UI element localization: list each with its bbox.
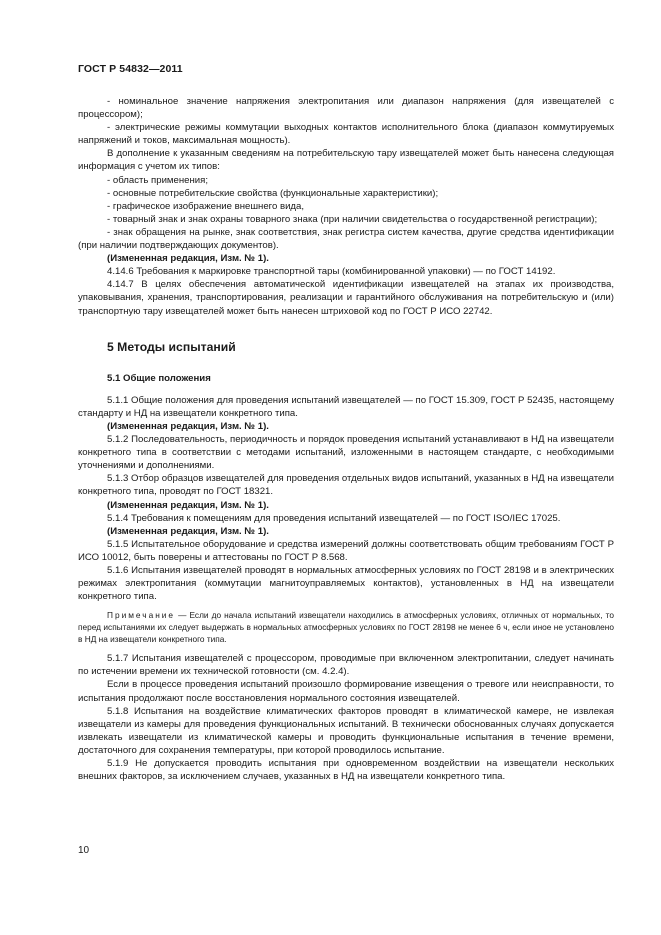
paragraph: 5.1.5 Испытательное оборудование и средства измерений должны соответствовать общим требованиям ГОСТ Р ИСО 10012, быть поверены и аттестованы по ГОСТ Р 8.568. <box>78 538 614 563</box>
paragraph: 5.1.7 Испытания извещателей с процессором, проводимые при включенном электропитании, следует начинать по истечении времени их технической готовности (см. 4.2.4). <box>78 653 614 678</box>
paragraph: 5.1.2 Последовательность, периодичность и порядок проведения испытаний устанавливают в НД на извещатели конкретного типа в соответствии с методами испытаний, изложенными в настоящем стандарте, с необходимыми уточнениями и дополнениями. <box>78 434 614 472</box>
paragraph: 4.14.7 В целях обеспечения автоматической идентификации извещателей на этапах их производства, упаковывания, хранения, транспортирования, реализации и гарантийного обслуживания на потребительскую и (или) транспортную тару извещателей может быть нанесен штриховой код по ГОСТ Р ИСО 22742. <box>78 279 614 317</box>
paragraph: 5.1.8 Испытания на воздействие климатических факторов проводят в климатической камере, не извлекая извещатели из камеры для проведения функциональных испытаний. В технически обоснованных случаях допускается извлекать извещатели из климатической камеры и проводить функциональные испытания в течение времени, достаточного для сохранения температуры, при которой проводилось испытание. <box>78 705 614 756</box>
amendment-note: (Измененная редакция, Изм. № 1). <box>107 499 269 511</box>
paragraph: 5.1.6 Испытания извещателей проводят в нормальных атмосферных условиях по ГОСТ 28198 и в электрических режимах электропитания (коммутации магнитоуправляемых контактов), установленных в НД на извещатели конкретного типа. <box>78 565 614 603</box>
standard-header: ГОСТ Р 54832—2011 <box>78 63 183 75</box>
paragraph: 5.1.3 Отбор образцов извещателей для проведения отдельных видов испытаний, указанных в НД на извещатели конкретного типа, проводят по ГОСТ 18321. <box>78 473 614 498</box>
paragraph: 5.1.9 Не допускается проводить испытания при одновременном воздействии на извещатели нескольких внешних факторов, за исключением случаев, указанных в НД на извещатели конкретного типа. <box>78 758 614 783</box>
amendment-note: (Измененная редакция, Изм. № 1). <box>107 253 269 265</box>
amendment-note: (Измененная редакция, Изм. № 1). <box>107 525 269 537</box>
paragraph: 4.14.6 Требования к маркировке транспортной тары (комбинированной упаковки) — по ГОСТ 14192. <box>107 266 556 278</box>
paragraph: В дополнение к указанным сведениям на потребительскую тару извещателей может быть нанесена следующая информация с учетом их типов: <box>78 148 614 173</box>
paragraph: - электрические режимы коммутации выходных контактов исполнительного блока (диапазон коммутируемых напряжений и токов, максимальная мощность). <box>78 122 614 147</box>
page-number: 10 <box>78 845 90 856</box>
note-paragraph <box>78 609 614 645</box>
list-item: - область применения; <box>107 174 209 186</box>
list-item: - графическое изображение внешнего вида, <box>107 200 305 212</box>
document-body <box>78 95 614 783</box>
note-label: Примечание <box>107 610 176 621</box>
amendment-note: (Измененная редакция, Изм. № 1). <box>107 420 269 432</box>
list-item: - знак обращения на рынке, знак соответствия, знак регистра систем качества, другие средства идентификации (при наличии подтверждающих документов). <box>78 226 614 252</box>
list-item: - основные потребительские свойства (функциональные характеристики); <box>107 187 439 199</box>
note-text: — Если до начала испытаний извещатели находились в атмосферных условиях, отличных от нормальных, то перед испытаниями их следует выдержать в нормальных атмосферных условиях по ГОСТ 28198 не менее 6 ч, если иное не установлено в НД на извещатели конкретного типа. <box>78 610 614 645</box>
list-item: - товарный знак и знак охраны товарного знака (при наличии свидетельства о государственной регистрации); <box>107 213 598 225</box>
paragraph: - номинальное значение напряжения электропитания или диапазон напряжения (для извещателей с процессором); <box>78 96 614 121</box>
section-heading: 5 Методы испытаний <box>107 339 236 354</box>
paragraph: Если в процессе проведения испытаний произошло формирование извещения о тревоге или неисправности, то испытания продолжают после восстановления нормального состояния извещателей. <box>78 679 614 704</box>
paragraph: 5.1.4 Требования к помещениям для проведения испытаний извещателей — по ГОСТ ISO/IEC 17025. <box>107 512 561 524</box>
paragraph: 5.1.1 Общие положения для проведения испытаний извещателей — по ГОСТ 15.309, ГОСТ Р 52435, настоящему стандарту и НД на извещатели конкретного типа. <box>78 394 614 419</box>
subsection-heading: 5.1 Общие положения <box>107 372 211 384</box>
